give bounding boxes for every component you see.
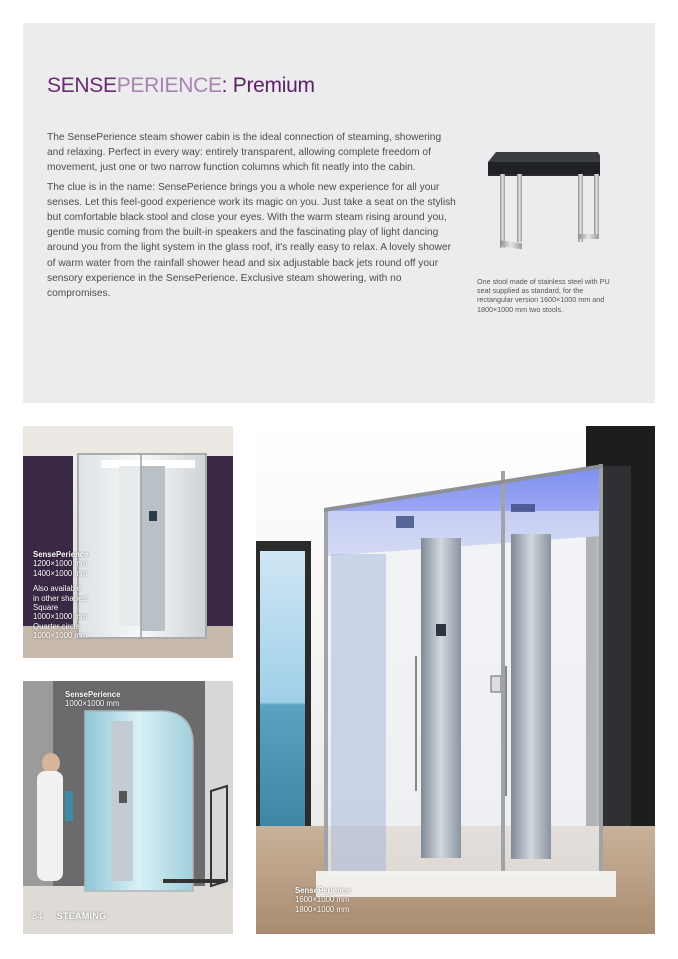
caption-rectangular-title: SensePerience bbox=[33, 550, 89, 559]
page-title bbox=[47, 74, 315, 98]
caption-square-size-1: 1000×1000 mm bbox=[65, 699, 120, 709]
caption-rectangular bbox=[33, 550, 88, 641]
caption-square bbox=[65, 690, 120, 709]
cabin-photo-2-image bbox=[23, 681, 233, 934]
photo-rectangular-cabin bbox=[23, 426, 233, 658]
body-paragraph-1: The SensePerience steam shower cabin is the ideal connection of steaming, showering and relaxing. Perfect in every way: entirely transparent, allowing complete freedom of movement, just one or two narrow function columns which fit neatly into the cabin. bbox=[47, 132, 442, 174]
caption-rectangular-size-1: 1200×1000 mm bbox=[33, 559, 88, 569]
title-part-sense: SENSE bbox=[47, 74, 117, 97]
cabin-photo-3-image bbox=[256, 426, 655, 934]
stool-image bbox=[470, 138, 600, 258]
caption-also-available: Also available bbox=[33, 584, 82, 594]
photo-square-cabin bbox=[23, 681, 233, 934]
caption-square-title: SensePerience bbox=[65, 690, 121, 699]
caption-other-shapes: in other shapes: bbox=[33, 593, 89, 603]
caption-large-title: SensePerience bbox=[295, 886, 351, 895]
title-part-perience: PERIENCE bbox=[116, 74, 222, 97]
caption-large bbox=[295, 886, 350, 914]
section-name: STEAMING bbox=[56, 911, 107, 921]
caption-large-size-2: 1800×1000 mm bbox=[295, 904, 350, 914]
caption-quarter-circle-size: 1000×1000 mm bbox=[33, 631, 88, 641]
title-part-premium: : Premium bbox=[221, 74, 315, 97]
caption-large-size-1: 1600×1000 mm bbox=[295, 895, 350, 905]
stool-caption: One stool made of stainless steel with PU seat supplied as standard, for the rectangular version 1600×1000 mm and 1800×1000 mm two stools. bbox=[477, 277, 610, 314]
photo-large-cabin bbox=[256, 426, 655, 934]
page-footer bbox=[32, 911, 107, 921]
page-number: 84 bbox=[32, 911, 43, 921]
body-paragraph-2: The clue is in the name: SensePerience brings you a whole new experience for all your senses. Let this feel-good experience work its magic on you. Just take a seat on the stylish but comfortable black stool and close your eyes. With the warm steam rising around you, gentle music coming from the built-in speakers and the fascinating play of light dancing around you from the light system in the glass roof, it's really easy to relax. A lovely shower of warm water from the rainfall shower head and six adjustable back jets round off your sensory experience in the SensePerience. Exclusive steam showering, with no compromises. bbox=[47, 181, 456, 300]
caption-quarter-circle-label: Quarter circle bbox=[33, 621, 80, 631]
body-text bbox=[47, 130, 457, 305]
caption-rectangular-size-2: 1400×1000 mm bbox=[33, 568, 88, 578]
caption-square-label: Square bbox=[33, 603, 59, 613]
caption-square-size: 1000×1000 mm bbox=[33, 612, 88, 622]
